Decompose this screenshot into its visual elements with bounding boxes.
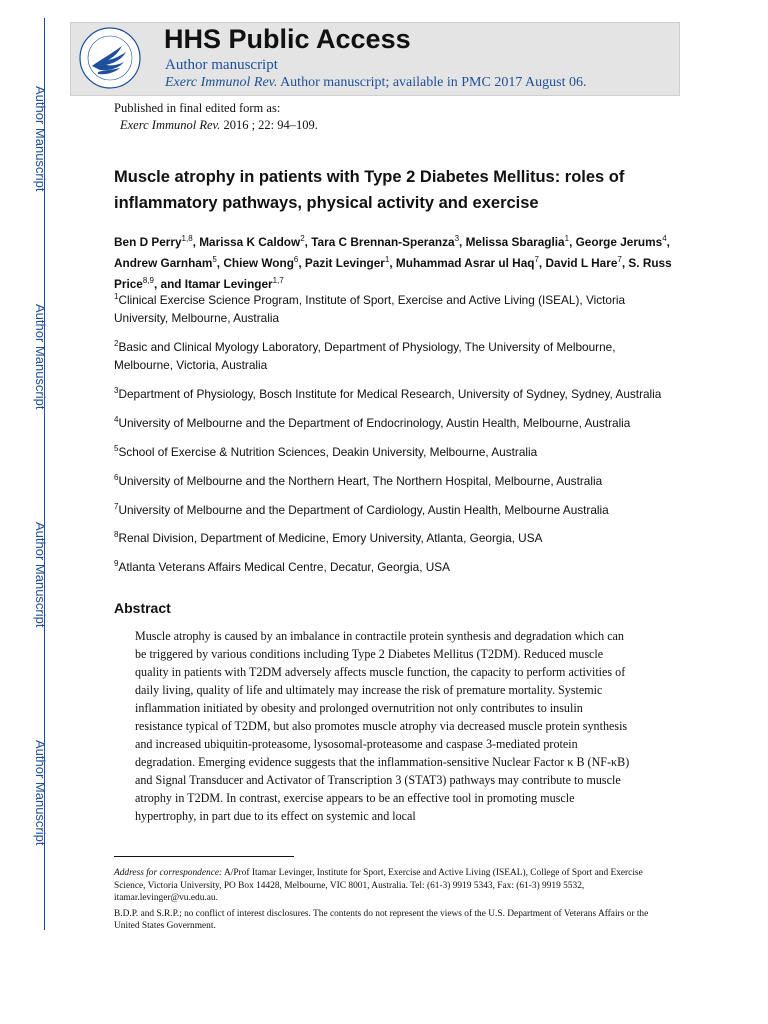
abstract-heading: Abstract [114, 600, 171, 616]
affiliation-number: 1 [114, 292, 119, 301]
author-list [114, 230, 674, 293]
affiliation-item [114, 498, 674, 519]
author-affiliation-sup: 1,7 [272, 275, 284, 285]
author-affiliation-sup: 4 [662, 234, 667, 243]
published-label: Published in final edited form as: [114, 101, 281, 115]
author-name: Pazit Levinger [304, 255, 385, 270]
affiliation-text: School of Exercise & Nutrition Sciences, Deakin University, Melbourne, Australia [118, 444, 538, 459]
affiliation-text: University of Melbourne and the Department of Endocrinology, Austin Health, Melbourne, Australia [118, 415, 631, 430]
affiliation-number: 4 [114, 414, 119, 424]
published-journal: Exerc Immunol Rev. [120, 118, 221, 132]
author-separator: , [621, 255, 629, 270]
author-affiliation-sup: 5 [212, 254, 217, 264]
affiliation-item [114, 555, 674, 576]
author-name: Itamar Levinger [184, 276, 273, 291]
author-name: Marissa K Caldow [199, 234, 301, 249]
affiliation-item [114, 411, 674, 432]
published-citation [114, 117, 318, 134]
affiliation-item [114, 526, 674, 547]
author-name: Muhammad Asrar ul Haq [395, 255, 535, 270]
author-affiliation-sup: 1 [564, 234, 570, 243]
author-separator: , [459, 234, 466, 249]
author-affiliation-sup: 2 [300, 234, 305, 243]
author-name: Tara C Brennan-Speranza [311, 234, 455, 249]
published-citation-rest: 2016 ; 22: 94–109. [220, 118, 318, 132]
author-name: Melissa Sbaraglia [465, 234, 565, 249]
author-name: Andrew Garnham [114, 255, 213, 270]
affiliation-item [114, 382, 674, 403]
published-block [114, 100, 318, 134]
affiliation-item [114, 288, 674, 327]
author-name: George Jerums [575, 234, 663, 249]
affiliation-text: University of Melbourne and the Northern Heart, The Northern Hospital, Melbourne, Australia [118, 473, 603, 488]
disclosure-note: B.D.P. and S.R.P.; no conflict of interest disclosures. The contents do not represent the views of the U.S. Department of Veterans Affairs or the United States Government. [114, 908, 649, 931]
availability-text: Author manuscript; available in PMC 2017 August 06. [277, 75, 587, 90]
affiliation-text: Department of Physiology, Bosch Institute for Medical Research, University of Sydney, Sydney, Australia [118, 386, 662, 401]
author-separator: , [298, 255, 305, 270]
author-affiliation-sup: 7 [617, 254, 622, 264]
affiliation-text: Atlanta Veterans Affairs Medical Centre, Decatur, Georgia, USA [118, 560, 451, 575]
side-label-2: Author Manuscript [33, 304, 48, 410]
author-separator: , [192, 234, 200, 249]
footnote-rule [114, 856, 294, 857]
author-separator: , [569, 234, 576, 249]
correspondence-note [114, 867, 659, 905]
journal-abbrev: Exerc Immunol Rev. [165, 75, 278, 90]
author-affiliation-sup: 7 [534, 254, 539, 264]
affiliation-text: Renal Division, Department of Medicine, Emory University, Atlanta, Georgia, USA [118, 531, 543, 546]
affiliation-item [114, 335, 674, 374]
affiliation-number: 9 [114, 559, 119, 569]
affiliation-list [114, 288, 674, 584]
author-affiliation-sup: 3 [454, 234, 460, 243]
abstract-body: Muscle atrophy is caused by an imbalance in contractile protein synthesis and degradation which can be triggered by various conditions including Type 2 Diabetes Mellitus (T2DM). Reduced muscle quality in patients with T2DM adversely affects muscle function, the capacity to perform activities of daily living, quality of life and ultimately may increase the risk of premature mortality. Systemic inflammation initiated by obesity and prolonged overnutrition not only contributes to insulin resistance typical of T2DM, but also promotes muscle atrophy via decreased muscle protein synthesis and increased ubiquitin-proteasome, lysosomal-proteasome and caspase 3-mediated protein degradation. Emerging evidence suggests that the inflammation-sensitive Nuclear Factor κ B (NF-κB) and Signal Transducer and Activator of Transcription 3 (STAT3) pathways may contribute to muscle atrophy in T2DM. In contrast, exercise appears to be an effective tool in promoting muscle hypertrophy, in part due to its effect on systemic and local [135, 629, 630, 823]
article-title: Muscle atrophy in patients with Type 2 Diabetes Mellitus: roles of inflammatory pathways, physical activity and exercise [114, 168, 625, 212]
affiliation-item [114, 440, 674, 461]
author-separator: , [389, 255, 396, 270]
affiliation-number: 7 [114, 501, 119, 511]
affiliation-number: 8 [114, 530, 119, 540]
affiliation-text: Basic and Clinical Myology Laboratory, Department of Physiology, The University of Melbourne, Melbourne, Victoria, Australia [114, 339, 616, 372]
author-affiliation-sup: 1 [384, 254, 390, 264]
side-label-1: Author Manuscript [33, 86, 48, 192]
author-affiliation-sup: 6 [293, 254, 299, 264]
affiliation-text: Clinical Exercise Science Program, Institute of Sport, Exercise and Active Living (ISEAL), Victoria University, Melbourne, Australia [114, 292, 626, 325]
author-name: Ben D Perry [114, 234, 182, 249]
author-affiliation-sup: 8,9 [142, 275, 154, 285]
correspondence-label: Address for correspondence: [114, 868, 223, 878]
correspondence-text: A/Prof Itamar Levinger, Institute for Sport, Exercise and Active Living (ISEAL), College of Sport and Exercise Science, Victoria University, PO Box 14428, Melbourne, VIC 8001, Australia. Tel: (61-3) 9919 5343, Fax: (61-3) 9919 5532, itamar.levinger@vu.edu.au. [114, 868, 643, 903]
hhs-title: HHS Public Access [164, 24, 411, 54]
author-manuscript-label: Author manuscript [165, 57, 278, 73]
affiliation-text: University of Melbourne and the Department of Cardiology, Austin Health, Melbourne Australia [118, 502, 609, 517]
hhs-eagle-seal-icon [78, 26, 142, 90]
affiliation-number: 3 [114, 385, 119, 395]
affiliation-number: 2 [114, 338, 119, 348]
author-separator: , [216, 255, 224, 270]
author-name: S. Russ Price [114, 255, 672, 291]
side-label-4: Author Manuscript [33, 740, 48, 846]
author-separator: , [304, 234, 312, 249]
footnotes [114, 867, 659, 936]
author-separator: , [538, 255, 546, 270]
author-separator: , [666, 234, 670, 249]
side-label-3: Author Manuscript [33, 522, 48, 628]
affiliation-number: 6 [114, 472, 119, 482]
affiliation-number: 5 [114, 443, 119, 453]
author-separator: , and [153, 276, 185, 291]
author-name: David L Hare [545, 255, 618, 270]
journal-availability-line [165, 75, 587, 91]
affiliation-item [114, 469, 674, 490]
author-affiliation-sup: 1,8 [181, 234, 193, 243]
author-name: Chiew Wong [223, 255, 294, 270]
